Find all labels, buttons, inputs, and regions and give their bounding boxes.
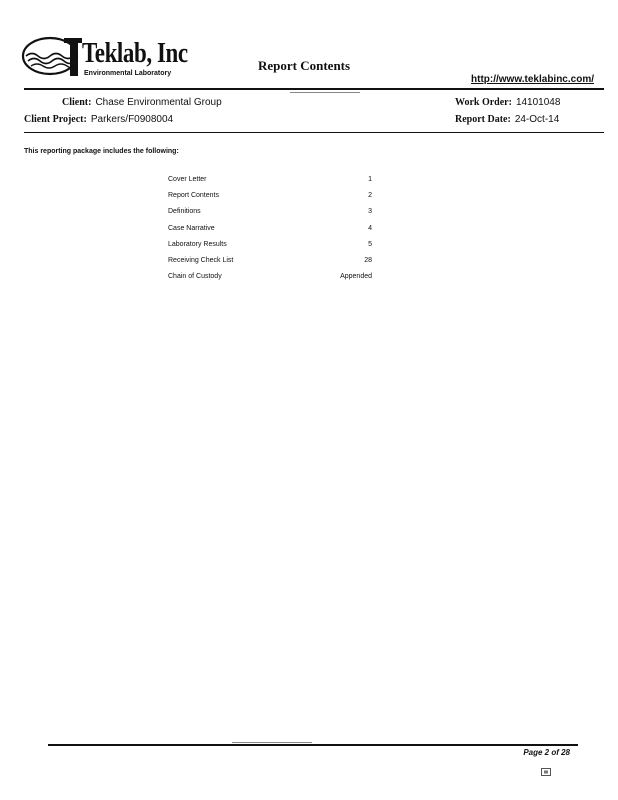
client-project-value: Parkers/F0908004	[90, 114, 174, 125]
report-date-field	[455, 114, 559, 125]
scan-mark-icon	[541, 763, 551, 771]
footer-divider-accent	[232, 742, 312, 743]
item-label: Report Contents	[168, 192, 219, 200]
company-logo	[20, 34, 190, 82]
client-project-field	[24, 114, 173, 125]
company-tagline: Environmental Laboratory	[84, 70, 172, 77]
item-page: 3	[368, 208, 372, 216]
client-label: Client:	[62, 97, 92, 108]
client-value: Chase Environmental Group	[95, 97, 222, 108]
item-label: Chain of Custody	[168, 273, 222, 281]
company-name: Teklab, Inc	[82, 38, 188, 69]
item-page: 1	[368, 176, 372, 183]
report-date-value: 24-Oct-14	[514, 114, 560, 125]
list-item	[168, 237, 372, 253]
item-label: Receiving Check List	[168, 256, 234, 264]
item-label: Definitions	[168, 208, 201, 216]
info-divider	[24, 132, 604, 133]
item-page: 4	[368, 224, 372, 232]
item-page: 5	[368, 240, 372, 248]
wave-emblem-icon	[20, 34, 84, 82]
header-divider	[24, 88, 604, 90]
work-order-label: Work Order:	[455, 97, 512, 108]
list-item	[168, 188, 372, 204]
list-item	[168, 253, 372, 269]
report-date-label: Report Date:	[455, 114, 511, 125]
list-item	[168, 172, 372, 188]
work-order-value: 14101048	[515, 97, 561, 108]
item-label: Cover Letter	[168, 176, 207, 183]
footer-divider	[48, 744, 578, 746]
item-label: Case Narrative	[168, 224, 215, 232]
work-order-field	[455, 97, 560, 108]
page-title: Report Contents	[258, 58, 351, 73]
list-item	[168, 221, 372, 237]
item-page: Appended	[340, 273, 372, 281]
page-number: Page 2 of 28	[523, 748, 570, 757]
client-project-label: Client Project:	[24, 114, 87, 125]
header-divider-accent	[290, 92, 360, 93]
website-link[interactable]: http://www.teklabinc.com/	[471, 74, 594, 85]
list-item	[168, 269, 372, 285]
client-field	[62, 97, 222, 108]
item-page: 28	[364, 256, 372, 264]
intro-text: This reporting package includes the following:	[24, 148, 179, 155]
list-item	[168, 204, 372, 220]
item-page: 2	[368, 192, 372, 200]
contents-list	[168, 172, 372, 285]
item-label: Laboratory Results	[168, 240, 227, 248]
